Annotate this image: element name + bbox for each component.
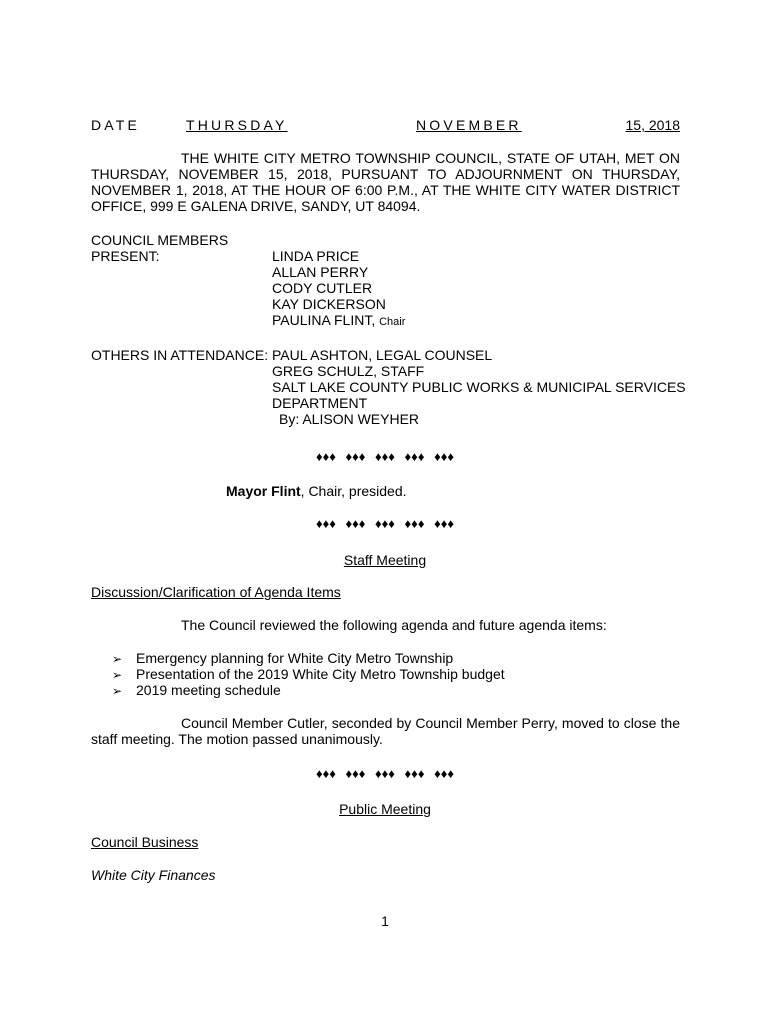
others-label: OTHERS IN ATTENDANCE: [91, 347, 269, 363]
date-label: DATE [91, 117, 141, 133]
council-label-line: PRESENT: [91, 248, 160, 264]
date-line [91, 117, 680, 133]
intro-line: THURSDAY, NOVEMBER 15, 2018, PURSUANT TO ADJOURNMENT ON THURSDAY, [91, 166, 680, 182]
council-member: LINDA PRICE [272, 248, 360, 264]
list-item-text: 2019 meeting schedule [136, 682, 281, 698]
attendee: DEPARTMENT [272, 395, 368, 411]
intro-line: OFFICE, 999 E GALENA DRIVE, SANDY, UT 84094. [91, 198, 421, 214]
list-item-text: Presentation of the 2019 White City Metro Township budget [136, 666, 505, 682]
arrow-bullet-icon: ➢ [112, 684, 123, 698]
council-member-name: PAULINA FLINT, [272, 312, 376, 328]
page-number: 1 [381, 913, 389, 929]
intro-line: NOVEMBER 1, 2018, AT THE HOUR OF 6:00 P.M., AT THE WHITE CITY WATER DISTRICT [91, 182, 680, 198]
motion-paragraph [91, 715, 680, 747]
diamond-separator: ♦♦♦ ♦♦♦ ♦♦♦ ♦♦♦ ♦♦♦ [316, 766, 454, 781]
intro-paragraph [91, 150, 680, 214]
motion-line: staff meeting. The motion passed unanimously. [91, 731, 383, 747]
diamond-separator: ♦♦♦ ♦♦♦ ♦♦♦ ♦♦♦ ♦♦♦ [316, 449, 454, 464]
council-label-line: COUNCIL MEMBERS [91, 232, 229, 248]
attendee: PAUL ASHTON, LEGAL COUNSEL [272, 347, 493, 363]
council-member-list [272, 248, 405, 328]
date-month: NOVEMBER [416, 117, 522, 133]
agenda-intro: The Council reviewed the following agenda and future agenda items: [181, 617, 607, 633]
staff-meeting-heading: Staff Meeting [343, 552, 427, 568]
council-member: KAY DICKERSON [272, 296, 386, 312]
motion-line: Council Member Cutler, seconded by Council Member Perry, moved to close the [181, 715, 680, 731]
chair-suffix: Chair [379, 316, 406, 328]
attendee: SALT LAKE COUNTY PUBLIC WORKS & MUNICIPAL SERVICES [272, 379, 686, 395]
others-list [272, 347, 686, 427]
arrow-bullet-icon: ➢ [112, 652, 123, 666]
intro-line: THE WHITE CITY METRO TOWNSHIP COUNCIL, STATE OF UTAH, MET ON [181, 150, 680, 166]
council-label [91, 232, 228, 264]
public-meeting-heading: Public Meeting [339, 801, 431, 817]
agenda-subheading: Discussion/Clarification of Agenda Items [91, 584, 341, 600]
presided-text: , Chair, presided. [300, 483, 407, 499]
diamond-separator: ♦♦♦ ♦♦♦ ♦♦♦ ♦♦♦ ♦♦♦ [316, 516, 454, 531]
presided-line [226, 483, 407, 499]
list-item [112, 650, 505, 666]
finances-subheading: White City Finances [91, 867, 216, 883]
attendee: By: ALISON WEYHER [279, 411, 420, 427]
date-day: THURSDAY [186, 117, 288, 133]
staff-meeting-heading-row [0, 552, 770, 568]
public-meeting-heading-row [0, 801, 770, 817]
arrow-bullet-icon: ➢ [112, 668, 123, 682]
list-item [112, 666, 505, 682]
attendee: GREG SCHULZ, STAFF [272, 363, 425, 379]
council-member: CODY CUTLER [272, 280, 373, 296]
presiding-officer: Mayor Flint [226, 483, 301, 499]
agenda-list [112, 650, 505, 698]
council-business-heading: Council Business [91, 834, 199, 850]
council-member: ALLAN PERRY [272, 264, 369, 280]
council-member [272, 312, 405, 328]
list-item [112, 682, 505, 698]
list-item-text: Emergency planning for White City Metro Township [136, 650, 454, 666]
date-daynum-year: 15, 2018 [625, 117, 680, 133]
